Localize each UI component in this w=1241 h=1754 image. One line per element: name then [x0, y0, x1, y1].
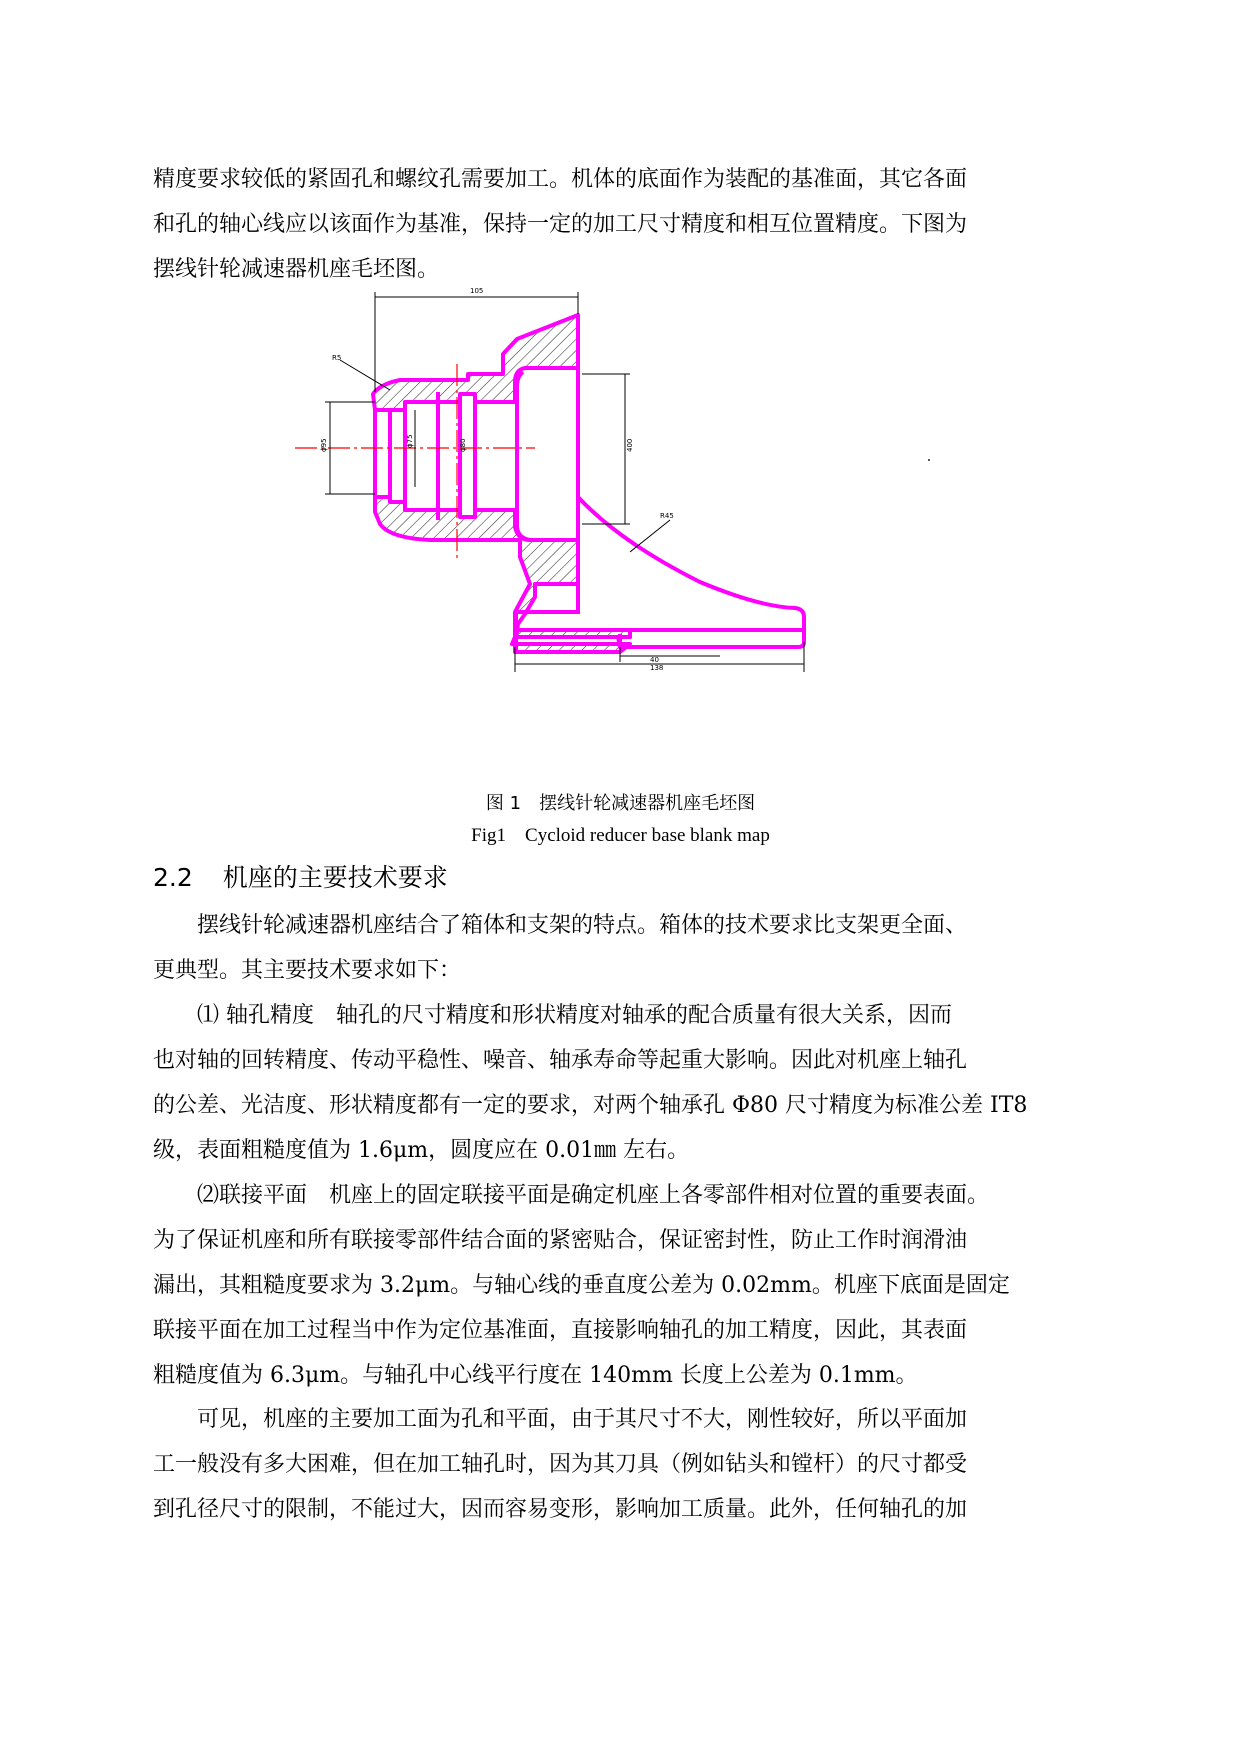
stray-mark [928, 459, 930, 461]
dim-leader-left: R5 [332, 354, 342, 362]
section-heading [153, 858, 448, 894]
text-line: 摆线针轮减速器机座毛坯图。 [153, 257, 440, 282]
figure-caption-cn: 图 1 摆线针轮减速器机座毛坯图 [485, 793, 756, 814]
body-outline [517, 368, 804, 647]
figure-caption-en: Fig1 Cycloid reducer base blank map [471, 825, 770, 846]
dim-center: ϕ80 [459, 438, 467, 452]
text-line: 级，表面粗糙度值为 1.6μm，圆度应在 0.01㎜ 左右。 [153, 1138, 690, 1163]
paragraph-4 [153, 1397, 1088, 1532]
dim-bottom: 138 [650, 664, 664, 672]
text-line: 摆线针轮减速器机座结合了箱体和支架的特点。箱体的技术要求比支架更全面、 [197, 913, 968, 938]
text-line: 工一般没有多大困难，但在加工轴孔时，因为其刀具（例如钻头和镗杆）的尺寸都受 [153, 1452, 968, 1477]
text-line: 也对轴的回转精度、传动平稳性、噪音、轴承寿命等起重大影响。因此对机座上轴孔 [153, 1048, 968, 1073]
lower-section [375, 497, 630, 652]
text-line: 可见，机座的主要加工面为孔和平面，由于其尺寸不大，刚性较好，所以平面加 [197, 1407, 968, 1432]
text-line: 粗糙度值为 6.3μm。与轴孔中心线平行度在 140mm 长度上公差为 0.1mm。 [153, 1363, 918, 1388]
text-line: 和孔的轴心线应以该面作为基准，保持一定的加工尺寸精度和相互位置精度。下图为 [153, 212, 968, 237]
text-line: 联接平面在加工过程当中作为定位基准面，直接影响轴孔的加工精度，因此，其表面 [153, 1318, 968, 1343]
intro-paragraph [153, 157, 1088, 292]
paragraph-2 [153, 993, 1088, 1173]
text-line: 到孔径尺寸的限制，不能过大，因而容易变形，影响加工质量。此外，任何轴孔的加 [153, 1497, 968, 1522]
dim-top: 105 [470, 287, 484, 295]
dim-left-outer: ϕ95 [320, 438, 328, 452]
text-line: 精度要求较低的紧固孔和螺纹孔需要加工。机体的底面作为装配的基准面，其它各面 [153, 167, 968, 192]
section-title: 机座的主要技术要求 [222, 863, 448, 892]
text-line: ⑵联接平面 机座上的固定联接平面是确定机座上各零部件相对位置的重要表面。 [197, 1183, 990, 1208]
dim-radius: R45 [660, 512, 674, 520]
paragraph-3 [153, 1173, 1088, 1398]
dim-bottom-inner: 40 [650, 656, 659, 664]
technical-drawing [320, 287, 920, 772]
text-line: ⑴ 轴孔精度 轴孔的尺寸精度和形状精度对轴承的配合质量有很大关系，因而 [197, 1003, 952, 1028]
section-number: 2.2 [153, 863, 193, 892]
dim-left-inner: ϕ75 [406, 434, 414, 448]
text-line: 的公差、光洁度、形状精度都有一定的要求，对两个轴承孔 Φ80 尺寸精度为标准公差 IT8 [153, 1093, 1028, 1118]
blank-drawing-figure [320, 287, 920, 772]
text-line: 更典型。其主要技术要求如下： [153, 958, 462, 983]
text-line: 漏出，其粗糙度要求为 3.2μm。与轴心线的垂直度公差为 0.02mm。机座下底面是固定 [153, 1273, 1010, 1298]
dim-right: 400 [626, 438, 634, 452]
text-line: 为了保证机座和所有联接零部件结合面的紧密贴合，保证密封性，防止工作时润滑油 [153, 1228, 968, 1253]
paragraph-1 [153, 903, 1088, 993]
